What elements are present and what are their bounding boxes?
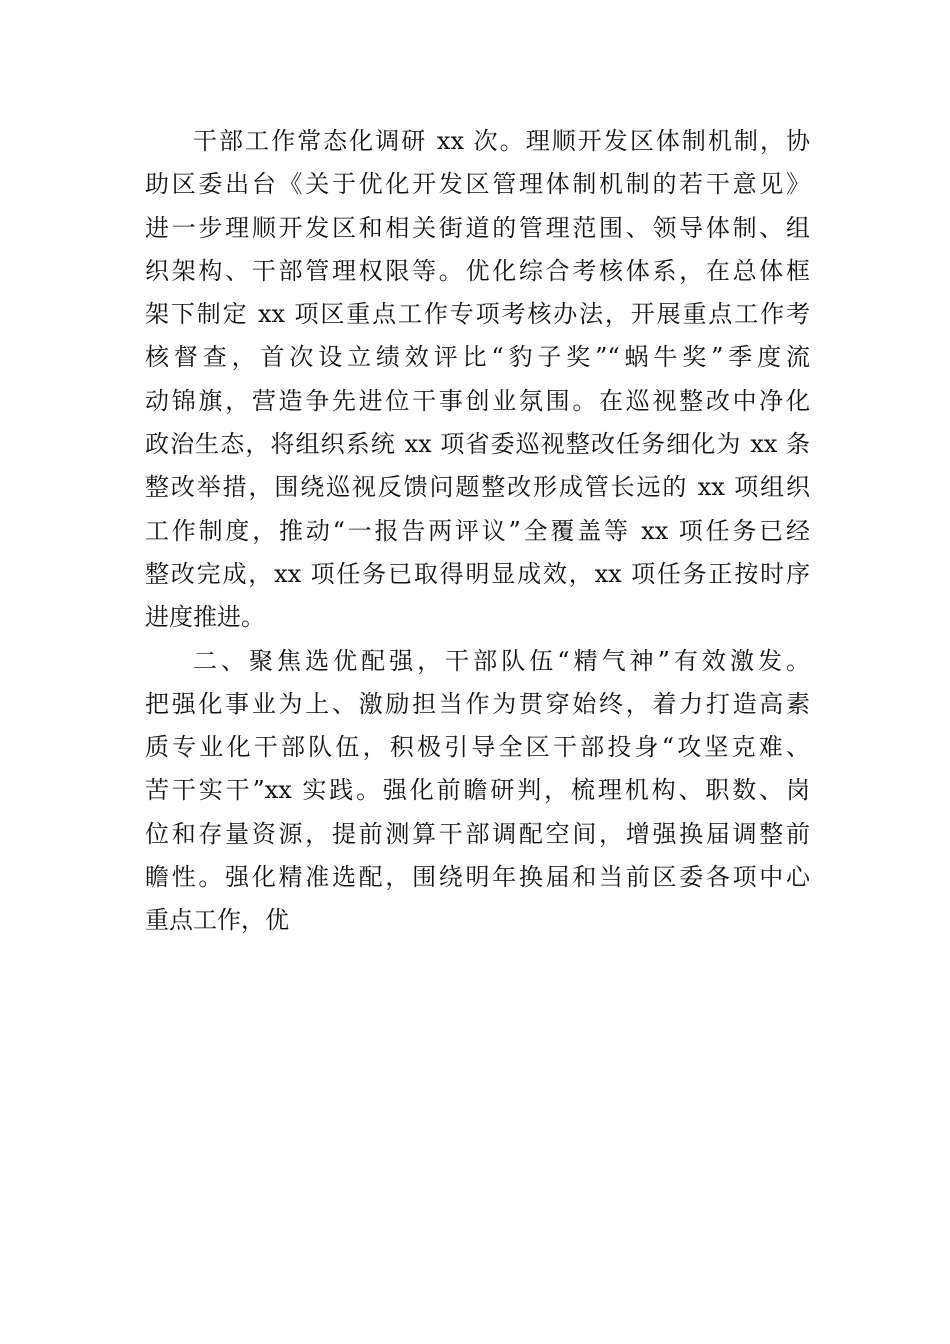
paragraph-2-line-7: 重点工作，优 bbox=[145, 906, 289, 935]
paragraph-1-line-5: 架下制定 xx 项区重点工作专项考核办法，开展重点工作考 bbox=[145, 300, 810, 329]
paragraph-1-line-2: 助区委出台《关于优化开发区管理体制机制的若干意见》 bbox=[145, 170, 810, 199]
paragraph-1-line-3: 进一步理顺开发区和相关街道的管理范围、领导体制、组 bbox=[145, 213, 810, 242]
paragraph-1-line-4: 织架构、干部管理权限等。优化综合考核体系，在总体框 bbox=[145, 256, 810, 285]
document-body bbox=[145, 120, 810, 943]
paragraph-1-line-1: 干部工作常态化调研 xx 次。理顺开发区体制机制，协 bbox=[193, 127, 810, 155]
paragraph-2-line-2: 把强化事业为上、激励担当作为贯穿始终，着力打造高素 bbox=[145, 689, 810, 718]
paragraph-2-line-5: 位和存量资源，提前测算干部调配空间，增强换届调整前 bbox=[145, 819, 810, 848]
paragraph-2-line-6: 瞻性。强化精准选配，围绕明年换届和当前区委各项中心 bbox=[145, 863, 810, 892]
paragraph-1-line-9: 整改举措，围绕巡视反馈问题整改形成管长远的 xx 项组织 bbox=[145, 473, 810, 502]
paragraph-1-line-11: 整改完成，xx 项任务已取得明显成效，xx 项任务正按时序 bbox=[145, 559, 810, 588]
paragraph-2-heading-line: 二、聚焦选优配强，干部队伍“精气神”有效激发。 bbox=[193, 646, 810, 675]
paragraph-1-line-10: 工作制度，推动“一报告两评议”全覆盖等 xx 项任务已经 bbox=[145, 516, 810, 545]
paragraph-1-line-7: 动锦旗，营造争先进位干事创业氛围。在巡视整改中净化 bbox=[145, 386, 810, 415]
paragraph-1-line-8: 政治生态，将组织系统 xx 项省委巡视整改任务细化为 xx 条 bbox=[145, 430, 810, 459]
paragraph-2-line-4: 苦干实干”xx 实践。强化前瞻研判，梳理机构、职数、岗 bbox=[145, 776, 810, 805]
paragraph-1-line-12: 进度推进。 bbox=[145, 603, 265, 632]
paragraph-1-line-6: 核督查，首次设立绩效评比“豹子奖”“蜗牛奖”季度流 bbox=[145, 343, 810, 372]
paragraph-2-line-3: 质专业化干部队伍，积极引导全区干部投身“攻坚克难、 bbox=[145, 733, 810, 762]
